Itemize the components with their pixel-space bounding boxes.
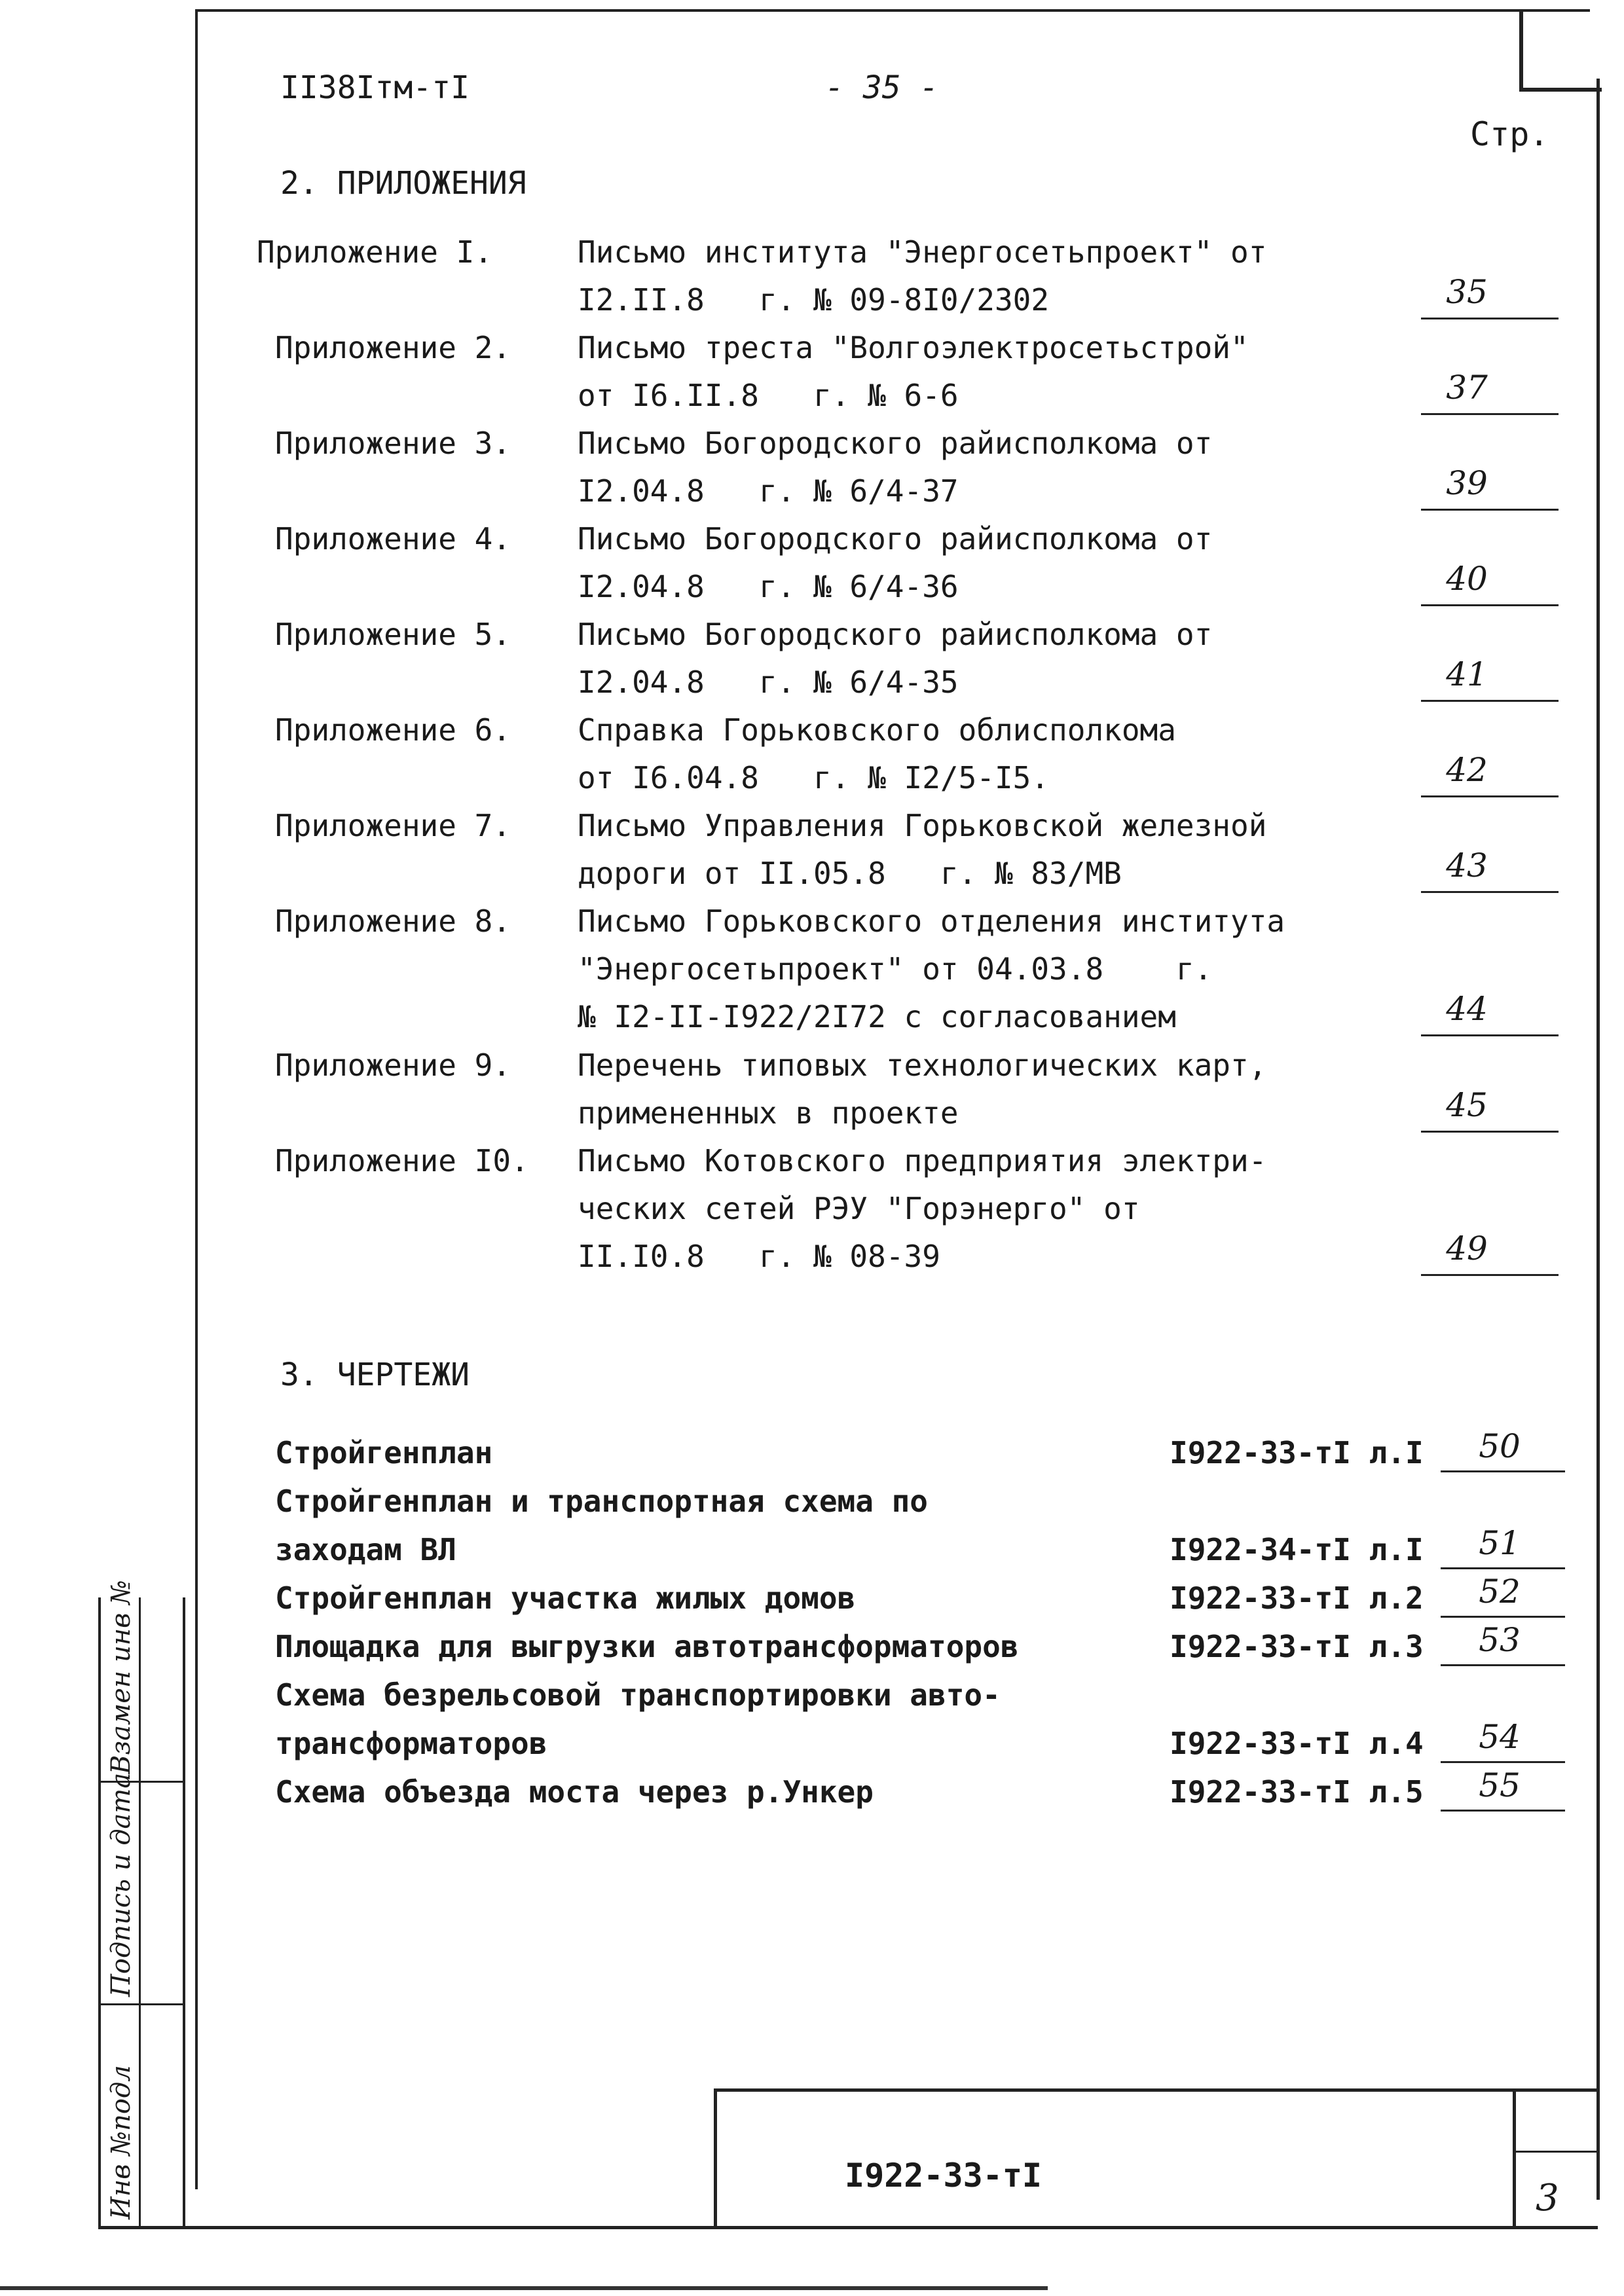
- appendix-label: Приложение 4.: [275, 521, 511, 556]
- appendix-page-number: 49: [1446, 1230, 1488, 1267]
- appendix-description-line: Письмо Котовского предприятия электри-: [578, 1143, 1267, 1178]
- appendix-page-number: 35: [1446, 273, 1488, 311]
- page-marker: - 35 -: [825, 69, 939, 106]
- page-number-underline: [1441, 1761, 1565, 1763]
- side-strip-divider: [139, 1597, 141, 2226]
- appendix-description-line: "Энергосетьпроект" от 04.03.8 г.: [578, 951, 1213, 987]
- appendix-description-line: II.I0.8 г. № 08-39: [578, 1239, 940, 1274]
- sheet-number: 3: [1536, 2177, 1559, 2219]
- frame-left-line: [195, 9, 198, 2189]
- appendix-page-number: 45: [1446, 1086, 1488, 1124]
- drawing-page-number: 54: [1479, 1718, 1521, 1756]
- appendix-description-line: от I6.II.8 г. № 6-6: [578, 378, 959, 413]
- appendix-label: Приложение 9.: [275, 1048, 511, 1083]
- appendix-description-line: I2.04.8 г. № 6/4-35: [578, 665, 959, 700]
- page-column-label: Стр.: [1470, 115, 1549, 153]
- side-stamp-strip: [98, 1580, 185, 2226]
- page-number-underline: [1421, 1131, 1559, 1133]
- page-number-underline: [1421, 891, 1559, 893]
- drawings-section-title: 3. ЧЕРТЕЖИ: [280, 1357, 470, 1393]
- appendix-label: Приложение 6.: [275, 712, 511, 748]
- drawing-name-line: трансформаторов: [275, 1726, 547, 1761]
- appendix-label: Приложение I0.: [275, 1143, 529, 1178]
- appendix-description-line: Письмо Богородского райисполкома от: [578, 617, 1213, 652]
- drawing-name-line: заходам ВЛ: [275, 1532, 456, 1567]
- appendices-section-title: 2. ПРИЛОЖЕНИЯ: [280, 165, 526, 202]
- page-number-underline: [1441, 1810, 1565, 1812]
- appendix-label: Приложение 5.: [275, 617, 511, 652]
- appendix-description-line: дороги от II.05.8 г. № 83/МВ: [578, 856, 1122, 891]
- appendix-description-line: Справка Горьковского облисполкома: [578, 712, 1176, 748]
- side-label-replacement: Взамен инв №: [106, 1580, 136, 1774]
- drawing-name-line: Стройгенплан участка жилых домов: [275, 1580, 856, 1616]
- appendix-description-line: от I6.04.8 г. № I2/5-I5.: [578, 760, 1050, 795]
- page-number-underline: [1421, 318, 1559, 319]
- drawing-name-line: Стройгенплан: [275, 1435, 493, 1470]
- appendix-description-line: Письмо института "Энергосетьпроект" от: [578, 234, 1267, 270]
- frame-top-line: [195, 9, 1590, 12]
- appendix-description-line: Перечень типовых технологических карт,: [578, 1048, 1267, 1083]
- page-number-underline: [1421, 413, 1559, 415]
- drawing-page-number: 55: [1479, 1766, 1521, 1804]
- page-number-underline: [1421, 1034, 1559, 1036]
- side-label-inventory: Инв №подл: [106, 2065, 136, 2219]
- page-number-underline: [1421, 509, 1559, 511]
- appendix-page-number: 40: [1446, 560, 1488, 598]
- drawing-page-number: 52: [1479, 1573, 1521, 1611]
- corner-stamp: [1519, 9, 1602, 92]
- page-number-underline: [1441, 1470, 1565, 1472]
- appendix-description-line: ческих сетей РЭУ "Горэнерго" от: [578, 1191, 1140, 1226]
- drawing-code: I922-33-тI л.2: [1170, 1580, 1424, 1616]
- appendix-description-line: примененных в проекте: [578, 1095, 959, 1131]
- title-block-divider: [1513, 2092, 1516, 2229]
- appendix-page-number: 39: [1446, 464, 1488, 502]
- appendix-label: Приложение I.: [257, 234, 493, 270]
- page-number-underline: [1421, 604, 1559, 606]
- appendix-label: Приложение 8.: [275, 903, 511, 939]
- appendix-description-line: I2.II.8 г. № 09-8I0/2302: [578, 282, 1050, 318]
- page-number-underline: [1441, 1567, 1565, 1569]
- drawing-code: I922-34-тI л.I: [1170, 1532, 1424, 1567]
- document-code: II38Iтм-тI: [280, 69, 470, 106]
- appendix-page-number: 41: [1446, 655, 1488, 693]
- appendix-page-number: 37: [1446, 369, 1488, 407]
- appendix-label: Приложение 2.: [275, 330, 511, 365]
- appendix-description-line: I2.04.8 г. № 6/4-36: [578, 569, 959, 604]
- drawing-page-number: 50: [1479, 1427, 1521, 1465]
- title-block-divider: [1513, 2151, 1600, 2153]
- page-number-underline: [1441, 1616, 1565, 1618]
- side-label-signature: Подпись и дата: [106, 1772, 136, 1997]
- title-block-code: I922-33-тI: [845, 2157, 1043, 2195]
- drawing-page-number: 51: [1479, 1524, 1521, 1562]
- appendix-label: Приложение 3.: [275, 426, 511, 461]
- appendix-description-line: Письмо треста "Волгоэлектросетьстрой": [578, 330, 1249, 365]
- appendix-description-line: № I2-II-I922/2I72 с согласованием: [578, 999, 1176, 1034]
- side-strip-divider: [101, 2003, 183, 2005]
- drawing-page-number: 53: [1479, 1621, 1521, 1659]
- appendix-description-line: I2.04.8 г. № 6/4-37: [578, 473, 959, 509]
- page-number-underline: [1441, 1664, 1565, 1666]
- side-strip-divider: [101, 2226, 183, 2228]
- appendix-description-line: Письмо Горьковского отделения института: [578, 903, 1285, 939]
- page-number-underline: [1421, 700, 1559, 702]
- drawing-name-line: Площадка для выгрузки автотрансформаторов: [275, 1629, 1019, 1664]
- appendix-description-line: Письмо Управления Горьковской железной: [578, 808, 1267, 843]
- drawing-code: I922-33-тI л.5: [1170, 1774, 1424, 1810]
- drawing-name-line: Стройгенплан и транспортная схема по: [275, 1484, 928, 1519]
- drawing-name-line: Схема объезда моста через р.Ункер: [275, 1774, 874, 1810]
- appendix-page-number: 42: [1446, 751, 1488, 789]
- appendix-page-number: 44: [1446, 990, 1488, 1028]
- appendix-page-number: 43: [1446, 847, 1488, 884]
- drawing-name-line: Схема безрельсовой транспортировки авто-: [275, 1677, 1001, 1713]
- frame-right-line: [1596, 79, 1600, 2200]
- page-number-underline: [1421, 1274, 1559, 1276]
- appendix-description-line: Письмо Богородского райисполкома от: [578, 521, 1213, 556]
- drawing-code: I922-33-тI л.4: [1170, 1726, 1424, 1761]
- drawing-code: I922-33-тI л.I: [1170, 1435, 1424, 1470]
- scan-edge-line: [0, 2286, 1048, 2290]
- drawing-code: I922-33-тI л.3: [1170, 1629, 1424, 1664]
- appendix-label: Приложение 7.: [275, 808, 511, 843]
- page-number-underline: [1421, 795, 1559, 797]
- appendix-description-line: Письмо Богородского райисполкома от: [578, 426, 1213, 461]
